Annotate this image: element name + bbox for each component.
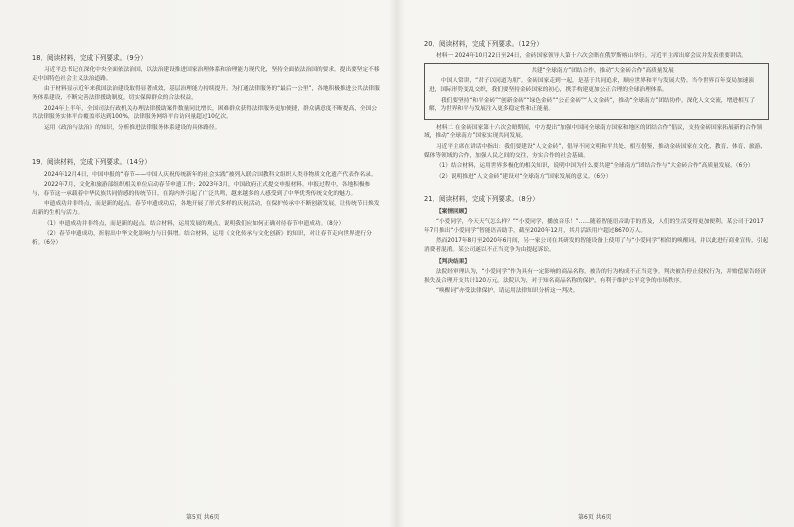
q20-box-para-1: 中国人常讲，“君子以同道为朋”。金砖国家走到一起，是基于共同追求，顺应世界和平与发展大势。当今世界百年变局加速演进，国际形势变乱交织，我们要坚持金砖国家的初心，携手构建更加公正合理的全球治理体系。	[429, 78, 755, 93]
q19-para-2: 2022年7月，文化和旅游部组织相关单位启动春节申遗工作；2023年3月，中国政府正式提交申报材料。申报过程中，各地积极参与，春节这一承载着中华民族共同情感的传统节日，在海内外引起了广泛共鸣，越来越多的人感受到了中华优秀传统文化的魅力。	[32, 182, 371, 197]
q20-sub-1: （1）结合材料，运用世界多极化的相关知识，说明中国为什么要共建“全球南方”团结合作与“大金砖合作”高质量发展。（6分）	[436, 163, 754, 170]
spacer	[424, 183, 769, 195]
q19-title: 19．阅读材料，完成下列要求。（14分）	[32, 158, 151, 167]
left-page	[32, 54, 380, 509]
q18-title: 18．阅读材料，完成下列要求。（9分）	[32, 54, 147, 62]
right-page	[424, 40, 769, 510]
q19-para-3: 申遗成功并非终点，而是新的起点。春节申遗成功后，各地开展了形式多样的庆祝活动，在保护传承中不断创新发展，让传统节日焕发出新的生机与活力。	[32, 201, 380, 216]
q20-material-2b: 习近平主席在讲话中指出：我们要建设“人文金砖”，倡导不同文明和平共处、相互借鉴，推动金砖国家在文化、教育、体育、旅游、媒体等领域的合作，加强人民之间的交往，夯实合作的社会基础。	[424, 143, 767, 159]
q20-speech-box	[424, 63, 769, 120]
q21-case-para-2: 然而2017年8月至2020年6月间，另一家公司在其研发的智能设备上使用了与“小爱同学”相似的唤醒词，并以此进行商业宣传，引起消费者混淆。某公司遂以不正当竞争为由提起诉讼。	[424, 238, 769, 253]
q20-title: 20．阅读材料，完成下列要求。（12分）	[424, 40, 543, 48]
q20-sub-2: （2）说明推进“人文金砖”建设对“全球南方”国家发展的意义。（6分）	[436, 173, 612, 180]
q21-case-para-1: “小爱同学，今天天气怎么样？”“小爱同学，播放音乐！”……随着智能语音助手的普及，人们的生活变得更加便利。某公司于2017年7月推出“小爱同学”智能语音助手，截至2020年12月，其月活跃用户超过8670万人。	[424, 219, 764, 234]
q18-para-1: 习近平总书记在深化中央全面依法治国，以法治建设推进国家治理体系和治理能力现代化，坚持全面依法治国的要求，提出要坚定不移走中国特色社会主义法治道路。	[32, 67, 380, 82]
q21-question: “唤醒词”亦受法律保护。请运用法律知识分析这一判决。	[436, 288, 579, 295]
q21-section-verdict: 【判决结果】	[436, 258, 471, 265]
page-number-right: 第6页 共6页	[578, 514, 612, 521]
q19-sub-2: （2）春节申遗成功，折射出中华文化影响力与日俱增。结合材料，运用《文化传承与文化创新》的知识，对让春节走向世界进行分析。（6分）	[32, 231, 372, 246]
page-number-left: 第5页 共6页	[186, 514, 220, 521]
q21-verdict-para-1: 法院经审理认为，“小爱同学”作为具有一定影响的商品名称，被告的行为构成不正当竞争。判决被告停止侵权行为，并赔偿原告经济损失及合理开支共计120万元。法院认为，对于知名商品名称的保护，有利于维护公平竞争的市场秩序。	[424, 269, 767, 284]
q20-material-2: 材料二 在金砖国家第十六次会晤期间，中方提出“加强中国同全球南方国家和地区的团结合作”倡议，支持金砖国家拓展新的合作领域，推动“全球南方”国家实现共同发展。	[424, 124, 763, 140]
q18-para-2: 由于材料显示近年来我国法治建设取得显著成效，基层治理能力持续提升。为打通法律服务的“最后一公里”，各地积极推进公共法律服务体系建设，不断完善法律援助制度，切实保障群众的合法权益。	[32, 86, 380, 101]
q18-para-3: 2024年上半年，全国司法行政机关办理法律援助案件数量同比增长，困难群众获得法律服务更加便捷，群众满意度不断提高，全国公共法律服务实体平台覆盖率达到100%，法律服务网络平台访问量超过10亿次。	[32, 105, 377, 121]
q20-box-para-2: 我们要坚持“和平金砖”“创新金砖”“绿色金砖”“公正金砖”“人文金砖”，推动“全球南方”团结协作，深化人文交流，增进相互了解，为世界和平与发展注入更多稳定性和正能量。	[429, 97, 756, 113]
spacer	[32, 134, 380, 158]
q18-question: 运用《政治与法治》的知识，分析推进法律服务体系建设的具体路径。	[44, 124, 221, 131]
q19-sub-1: （1）申遗成功并非终点，而是新的起点。结合材料，运用发展的观点，说明我们应如何正确对待春节申遗成功。（8分）	[44, 220, 345, 227]
q19-para-1: 2024年12月4日，中国申报的“春节——中国人庆祝传统新年的社会实践”被列入联合国教科文组织人类非物质文化遗产代表作名录。	[44, 171, 377, 178]
q20-box-head: 共建“全球南方”团结合作，推动“大金砖合作”高质量发展	[531, 67, 674, 74]
q21-section-case: 【案情回顾】	[436, 208, 471, 215]
q20-intro: 材料一 2024年10月22日至24日，金砖国家领导人第十六次会晤在俄罗斯喀山举行。习近平主席出席会议并发表重要讲话。	[436, 53, 747, 60]
q21-title: 21．阅读材料，完成下列要求。（8分）	[424, 195, 539, 204]
